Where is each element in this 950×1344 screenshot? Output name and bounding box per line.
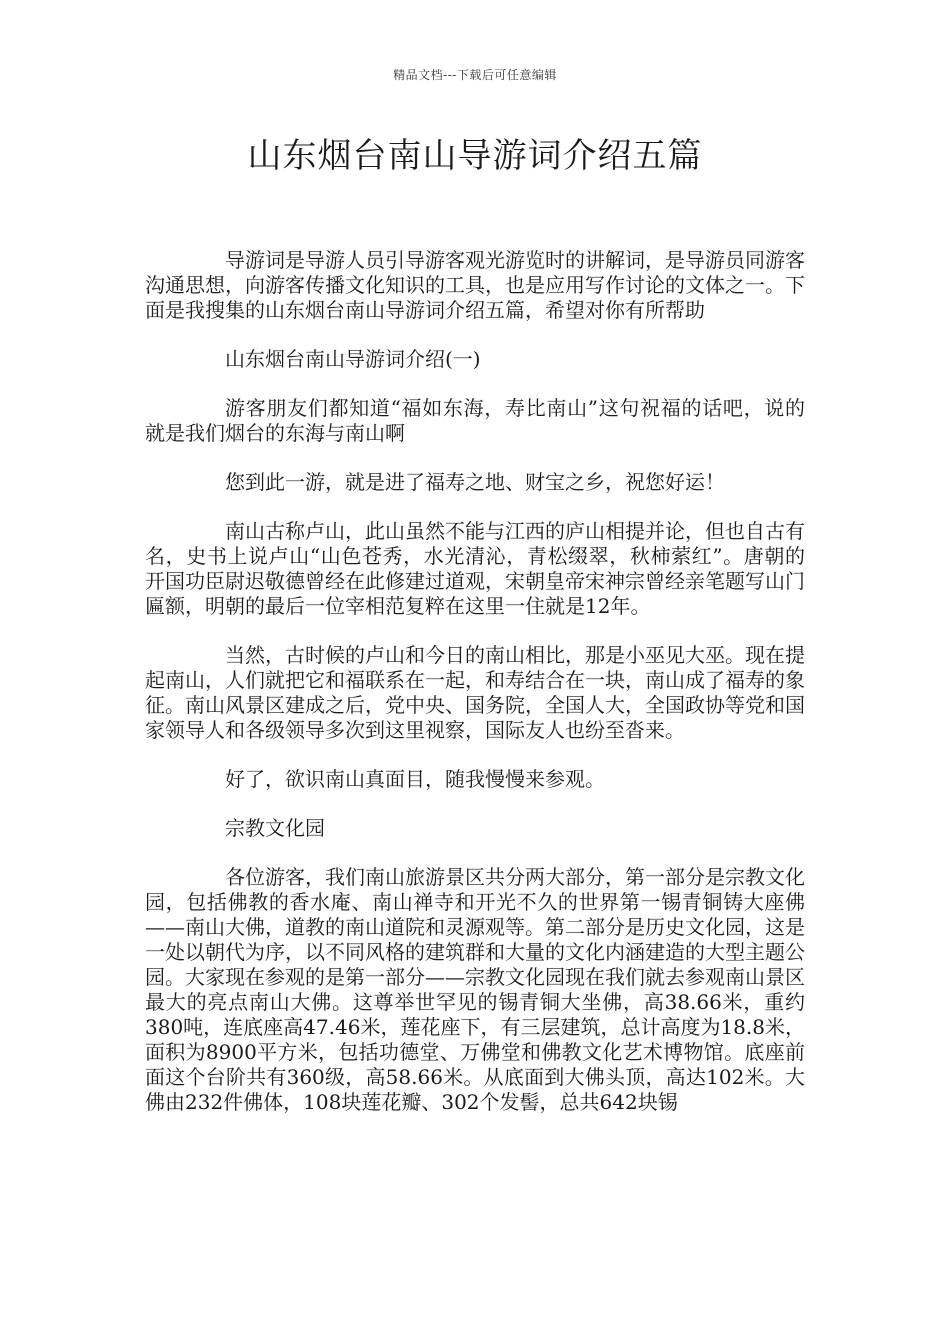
document-body: [145, 248, 805, 1139]
header-note: 精品文档---下载后可任意编辑: [393, 68, 557, 82]
intro-paragraph: 导游词是导游人员引导游客观光游览时的讲解词，是导游员同游客沟通思想，向游客传播文化知识的工具，也是应用写作讨论的文体之一。下面是我搜集的山东烟台南山导游词介绍五篇，希望对你有所帮助: [145, 248, 805, 322]
body-paragraph: 游客朋友们都知道“福如东海，寿比南山”这句祝福的话吧，说的就是我们烟台的东海与南山啊: [145, 396, 805, 445]
document-title: 山东烟台南山导游词介绍五篇: [247, 136, 703, 176]
body-paragraph: 南山古称卢山，此山虽然不能与江西的庐山相提并论，但也自古有名，史书上说卢山“山色苍秀，水光清沁，青松缀翠，秋柿萦红”。唐朝的开国功臣尉迟敬德曾经在此修建过道观，宋朝皇帝宋神宗曾经亲笔题写山门匾额，明朝的最后一位宰相范复粹在这里一住就是12年。: [145, 519, 805, 618]
body-paragraph: 好了，欲识南山真面目，随我慢慢来参观。: [225, 767, 605, 791]
section-heading: 宗教文化园: [225, 816, 325, 840]
body-paragraph: 各位游客，我们南山旅游景区共分两大部分，第一部分是宗教文化园，包括佛教的香水庵、南山禅寺和开光不久的世界第一锡青铜铸大座佛——南山大佛，道教的南山道院和灵源观等。第二部分是历史文化园，这是一处以朝代为序，以不同风格的建筑群和大量的文化内涵建造的大型主题公园。大家现在参观的是第一部分——宗教文化园现在我们就去参观南山景区最大的亮点南山大佛。这尊举世罕见的锡青铜大坐佛，高38.66米，重约380吨，连底座高47.46米，莲花座下，有三层建筑，总计高度为18.8米，面积为8900平方米，包括功德堂、万佛堂和佛教文化艺术博物馆。底座前面这个台阶共有360级，高58.66米。从底面到大佛头顶，高达102米。大佛由232件佛体，108块莲花瓣、302个发髻，总共642块锡: [145, 865, 805, 1114]
body-paragraph: 当然，古时候的卢山和今日的南山相比，那是小巫见大巫。现在提起南山，人们就把它和福联系在一起，和寿结合在一块，南山成了福寿的象征。南山风景区建成之后，党中央、国务院，全国人大，全国政协等党和国家领导人和各级领导多次到这里视察，国际友人也纷至沓来。: [145, 643, 805, 742]
section-heading: 山东烟台南山导游词介绍(一): [225, 347, 481, 371]
body-paragraph: 您到此一游，就是进了福寿之地、财宝之乡，祝您好运！: [225, 470, 725, 494]
